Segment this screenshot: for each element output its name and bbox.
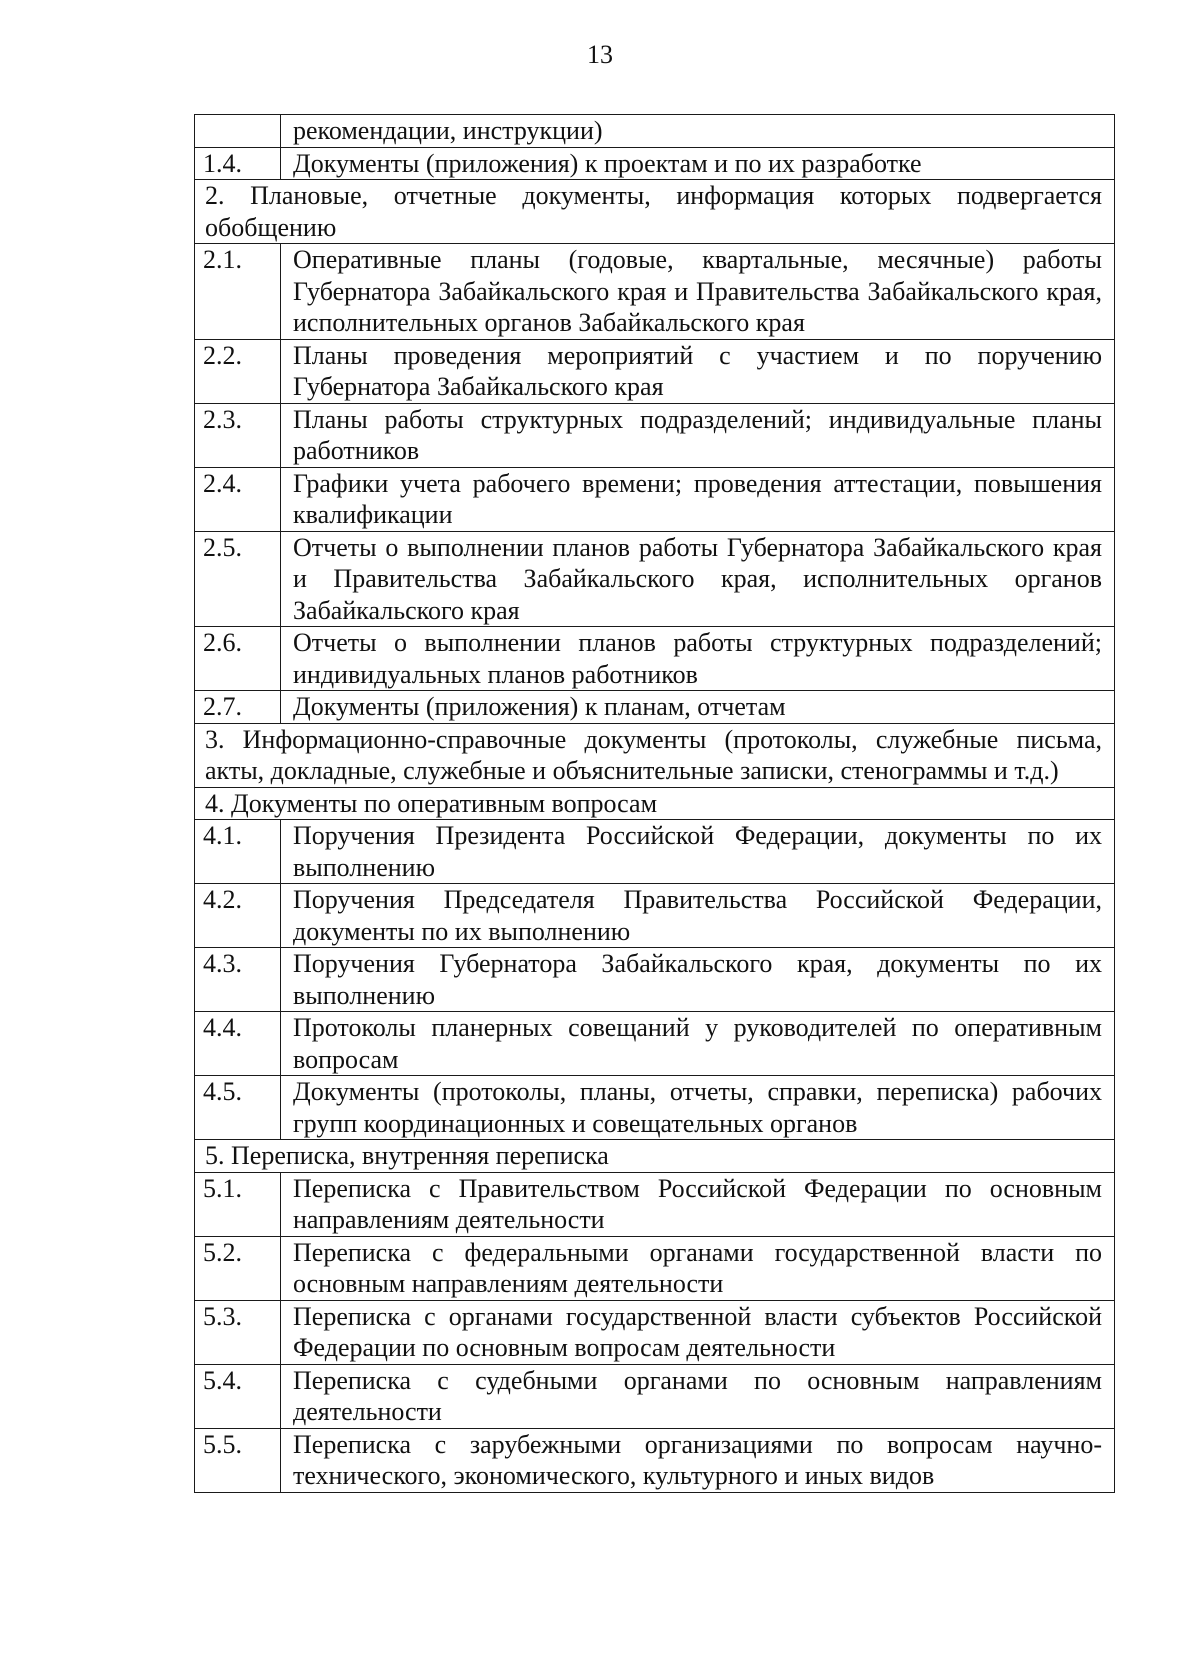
item-number: 1.4. [195,147,281,180]
table-row [195,1236,1115,1300]
item-description: Переписка с органами государственной власти субъектов Российской Федерации по основным вопросам деятельности [281,1300,1115,1364]
item-description: Оперативные планы (годовые, квартальные, месячные) работы Губернатора Забайкальского края и Правительства Забайкальского края, исполнительных органов Забайкальского края [281,244,1115,340]
page-number: 13 [587,40,613,69]
item-description: Документы (приложения) к проектам и по их разработке [281,147,1115,180]
item-number: 2.6. [195,627,281,691]
section-heading: 4. Документы по оперативным вопросам [195,787,1115,820]
table-row [195,1012,1115,1076]
item-number: 5.1. [195,1172,281,1236]
item-description: Переписка с Правительством Российской Федерации по основным направлениям деятельности [281,1172,1115,1236]
item-description: рекомендации, инструкции) [281,115,1115,148]
item-description: Графики учета рабочего времени; проведения аттестации, повышения квалификации [281,467,1115,531]
section-row [195,787,1115,820]
table-row [195,1172,1115,1236]
item-number: 2.5. [195,531,281,627]
item-number: 4.5. [195,1076,281,1140]
table-row [195,627,1115,691]
item-description: Протоколы планерных совещаний у руководителей по оперативным вопросам [281,1012,1115,1076]
item-number: 5.5. [195,1428,281,1492]
item-description: Переписка с зарубежными организациями по вопросам научно-технического, экономического, культурного и иных видов [281,1428,1115,1492]
table-row [195,531,1115,627]
document-table-body [195,115,1115,1493]
item-description: Переписка с судебными органами по основным направлениям деятельности [281,1364,1115,1428]
item-number: 2.1. [195,244,281,340]
item-description: Документы (приложения) к планам, отчетам [281,691,1115,724]
item-description: Планы проведения мероприятий с участием и по поручению Губернатора Забайкальского края [281,339,1115,403]
item-number: 5.4. [195,1364,281,1428]
table-row [195,948,1115,1012]
table-row [195,244,1115,340]
table-row [195,691,1115,724]
item-description: Поручения Председателя Правительства Российской Федерации, документы по их выполнению [281,884,1115,948]
section-row [195,1140,1115,1173]
section-row [195,723,1115,787]
item-description: Поручения Президента Российской Федерации, документы по их выполнению [281,820,1115,884]
table-row [195,884,1115,948]
table-row [195,1428,1115,1492]
table-row [195,467,1115,531]
section-heading: 5. Переписка, внутренняя переписка [195,1140,1115,1173]
item-number: 4.4. [195,1012,281,1076]
item-description: Переписка с федеральными органами государственной власти по основным направлениям деятельности [281,1236,1115,1300]
item-number [195,115,281,148]
item-description: Поручения Губернатора Забайкальского края, документы по их выполнению [281,948,1115,1012]
item-number: 4.3. [195,948,281,1012]
table-row [195,820,1115,884]
table-row [195,1364,1115,1428]
section-heading: 3. Информационно-справочные документы (протоколы, служебные письма, акты, докладные, служебные и объяснительные записки, стенограммы и т.д.) [195,723,1115,787]
table-row [195,147,1115,180]
table-row [195,1076,1115,1140]
item-number: 2.2. [195,339,281,403]
table-row [195,115,1115,148]
item-number: 5.3. [195,1300,281,1364]
item-number: 2.4. [195,467,281,531]
table-row [195,1300,1115,1364]
table-row [195,339,1115,403]
item-number: 4.1. [195,820,281,884]
item-number: 2.7. [195,691,281,724]
item-description: Отчеты о выполнении планов работы Губернатора Забайкальского края и Правительства Забайкальского края, исполнительных органов Забайкальского края [281,531,1115,627]
item-description: Документы (протоколы, планы, отчеты, справки, переписка) рабочих групп координационных и совещательных органов [281,1076,1115,1140]
item-number: 2.3. [195,403,281,467]
item-number: 5.2. [195,1236,281,1300]
document-table [194,114,1115,1493]
table-row [195,403,1115,467]
section-heading: 2. Плановые, отчетные документы, информация которых подвергается обобщению [195,180,1115,244]
item-description: Планы работы структурных подразделений; индивидуальные планы работников [281,403,1115,467]
item-description: Отчеты о выполнении планов работы структурных подразделений; индивидуальных планов работников [281,627,1115,691]
item-number: 4.2. [195,884,281,948]
section-row [195,180,1115,244]
